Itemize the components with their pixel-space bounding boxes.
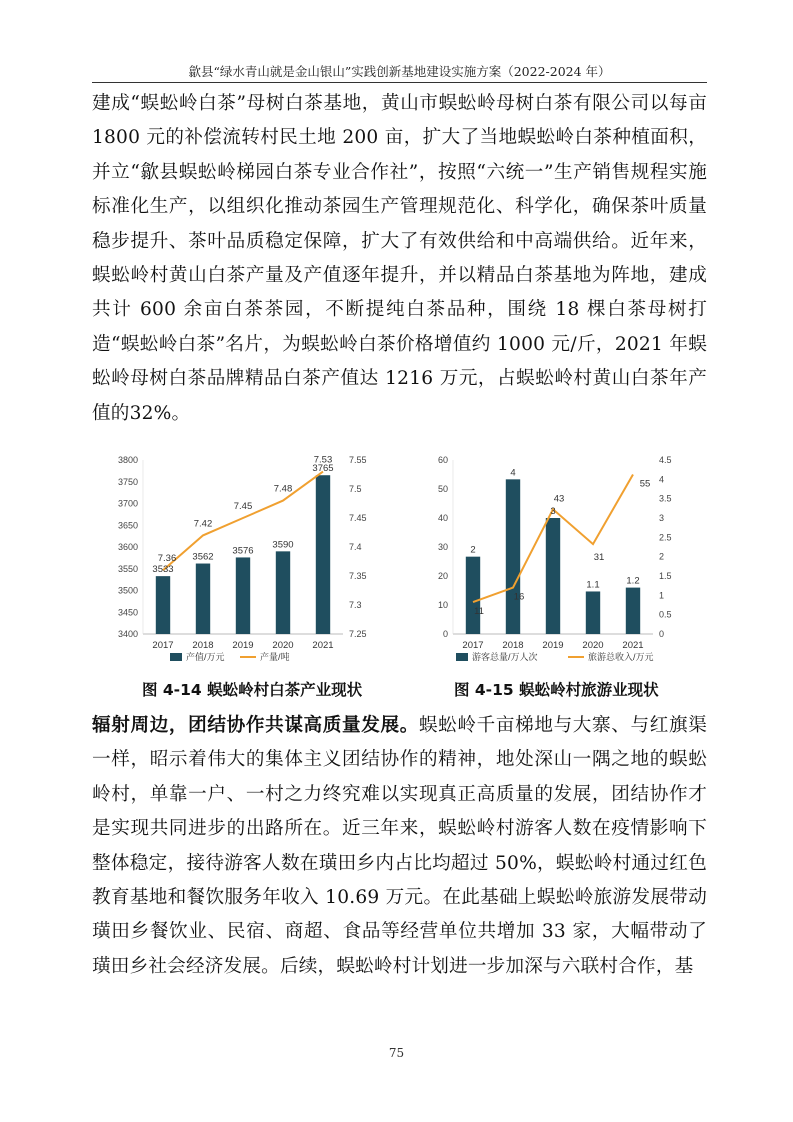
y-tick-right-label: 2 bbox=[659, 551, 665, 562]
bar bbox=[316, 475, 330, 634]
x-tick-label: 2020 bbox=[272, 640, 294, 651]
y-tick-left-label: 10 bbox=[437, 600, 448, 610]
paragraph-2-lead: 辐射周边，团结协作共谋高质量发展。 bbox=[92, 715, 419, 736]
bar bbox=[506, 479, 520, 634]
legend-bar-swatch bbox=[170, 653, 182, 661]
y-tick-right-label: 7.25 bbox=[349, 629, 367, 639]
y-tick-right-label: 7.35 bbox=[349, 571, 367, 581]
x-tick-label: 2017 bbox=[462, 640, 484, 651]
bar-data-label: 3576 bbox=[232, 545, 254, 557]
x-tick-label: 2021 bbox=[312, 640, 334, 651]
line-data-label: 31 bbox=[593, 552, 605, 564]
line-data-label: 55 bbox=[639, 478, 651, 490]
y-tick-right-label: 1.5 bbox=[659, 571, 672, 581]
legend-bar-label: 产值/万元 bbox=[186, 652, 225, 662]
bar-data-label: 1.2 bbox=[626, 575, 640, 587]
y-tick-right-label: 1 bbox=[659, 590, 665, 601]
x-tick-label: 2018 bbox=[502, 640, 524, 651]
bar-data-label: 3590 bbox=[272, 539, 294, 551]
line-data-label: 16 bbox=[513, 591, 525, 603]
y-tick-right-label: 0.5 bbox=[659, 609, 672, 620]
y-tick-right-label: 3 bbox=[659, 513, 665, 523]
bar bbox=[586, 591, 600, 634]
line-data-label: 7.48 bbox=[273, 483, 293, 495]
figure-caption-4-15: 图 4-15 蜈蚣岭村旅游业现状 bbox=[454, 681, 659, 699]
y-tick-right-label: 2.5 bbox=[659, 532, 672, 543]
bar bbox=[276, 551, 290, 634]
y-tick-right-label: 7.5 bbox=[349, 484, 362, 494]
bar bbox=[466, 557, 480, 634]
bar-data-label: 3765 bbox=[312, 463, 334, 475]
bar-data-label: 4 bbox=[510, 467, 516, 479]
y-tick-left-label: 20 bbox=[437, 571, 448, 581]
bar bbox=[546, 518, 560, 634]
paragraph-1: 建成“蜈蚣岭白茶”母树白茶基地，黄山市蜈蚣岭母树白茶有限公司以每亩 1800 元的补偿流转村民土地 200 亩，扩大了当地蜈蚣岭白茶种植面积，并立“歙县蜈蚣岭梯园白茶专业合作社”，按照“六统一”生产销售规程实施标准化生产，以组织化推动茶园生产管理规范化、科学化，确保茶叶质量稳步提升、茶叶品质稳定保障，扩大了有效供给和中高端供给。近年来，蜈蚣岭村黄山白茶产量及产值逐年提升，并以精品白茶基地为阵地，建成共计 600 余亩白茶茶园，不断提纯白茶品种，围绕 18 棵白茶母树打造“蜈蚣岭白茶”名片，为蜈蚣岭白茶价格增值约 1000 元/斤，2021 年蜈蚣岭母树白茶品牌精品白茶产值达 1216 万元，占蜈蚣岭村黄山白茶年产值的32%。 bbox=[92, 93, 707, 424]
y-tick-left-label: 50 bbox=[437, 484, 448, 494]
paragraph-2-text: 蜈蚣岭千亩梯地与大寨、与红旗渠一样，昭示着伟大的集体主义团结协作的精神，地处深山一隅之地的蜈蚣岭村，单靠一户、一村之力终究难以实现真正高质量的发展，团结协作才是实现共同进步的出路所在。近三年来，蜈蚣岭村游客人数在疫情影响下整体稳定，接待游客人数在璜田乡内占比均超过 50%，蜈蚣岭村通过红色教育基地和餐饮服务年收入 10.69 万元。在此基础上蜈蚣岭旅游发展带动璜田乡餐饮业、民宿、商超、食品等经营单位共增加 33 家，大幅带动了璜田乡社会经济发展。后续，蜈蚣岭村计划进一步加深与六联村合作，基 bbox=[92, 715, 707, 977]
y-tick-left-label: 3500 bbox=[117, 585, 138, 596]
bar-data-label: 1.1 bbox=[586, 579, 600, 591]
y-tick-right-label: 0 bbox=[659, 629, 665, 639]
bar-data-label: 3533 bbox=[152, 564, 174, 576]
y-tick-right-label: 3.5 bbox=[659, 493, 672, 504]
legend-line-label: 产量/吨 bbox=[260, 652, 290, 662]
bar-data-label: 3 bbox=[550, 506, 556, 517]
y-tick-right-label: 7.4 bbox=[349, 542, 362, 552]
y-tick-right-label: 4 bbox=[659, 474, 665, 485]
line-data-label: 43 bbox=[553, 493, 565, 505]
y-tick-left-label: 3550 bbox=[117, 563, 138, 574]
y-tick-left-label: 3450 bbox=[117, 607, 138, 618]
y-tick-right-label: 7.55 bbox=[349, 455, 367, 465]
white-tea-chart bbox=[98, 448, 388, 680]
y-tick-left-label: 30 bbox=[437, 542, 448, 552]
y-tick-left-label: 0 bbox=[442, 629, 448, 639]
tourism-chart bbox=[408, 448, 698, 680]
bar bbox=[196, 564, 210, 634]
legend-bar-swatch bbox=[456, 653, 468, 661]
y-tick-left-label: 3750 bbox=[117, 476, 138, 487]
bar bbox=[626, 588, 640, 634]
header-rule bbox=[92, 82, 707, 83]
y-tick-left-label: 3400 bbox=[117, 629, 138, 639]
y-tick-right-label: 7.45 bbox=[349, 513, 367, 523]
figure-caption-4-14: 图 4-14 蜈蚣岭村白茶产业现状 bbox=[142, 681, 363, 699]
bar-data-label: 3562 bbox=[192, 551, 214, 563]
line-data-label: 7.53 bbox=[313, 454, 333, 466]
line-data-label: 7.42 bbox=[193, 518, 213, 530]
line-data-label: 7.36 bbox=[157, 553, 177, 565]
bar-data-label: 2 bbox=[470, 544, 476, 556]
page-number: 75 bbox=[388, 1046, 405, 1060]
x-tick-label: 2019 bbox=[232, 640, 254, 651]
x-tick-label: 2020 bbox=[582, 640, 604, 651]
y-tick-right-label: 4.5 bbox=[659, 455, 672, 465]
x-tick-label: 2017 bbox=[152, 640, 174, 651]
line-data-label: 7.45 bbox=[233, 501, 253, 512]
legend-bar-label: 游客总量/万人次 bbox=[472, 652, 538, 662]
x-tick-label: 2018 bbox=[192, 640, 214, 651]
bar bbox=[236, 557, 250, 634]
y-tick-right-label: 7.3 bbox=[349, 600, 362, 610]
y-tick-left-label: 3800 bbox=[117, 455, 138, 465]
paragraph-2 bbox=[92, 709, 707, 984]
bar bbox=[156, 576, 170, 634]
line-data-label: 11 bbox=[474, 606, 484, 618]
y-tick-left-label: 3650 bbox=[117, 520, 138, 531]
y-tick-left-label: 3700 bbox=[117, 498, 138, 509]
y-tick-left-label: 40 bbox=[437, 513, 448, 523]
y-tick-left-label: 60 bbox=[437, 455, 448, 465]
y-tick-left-label: 3600 bbox=[117, 542, 138, 552]
x-tick-label: 2021 bbox=[622, 640, 644, 651]
running-header: 歙县“绿水青山就是金山银山”实践创新基地建设实施方案（2022-2024 年） bbox=[188, 64, 611, 79]
legend-line-label: 旅游总收入/万元 bbox=[588, 652, 654, 662]
x-tick-label: 2019 bbox=[542, 640, 564, 651]
